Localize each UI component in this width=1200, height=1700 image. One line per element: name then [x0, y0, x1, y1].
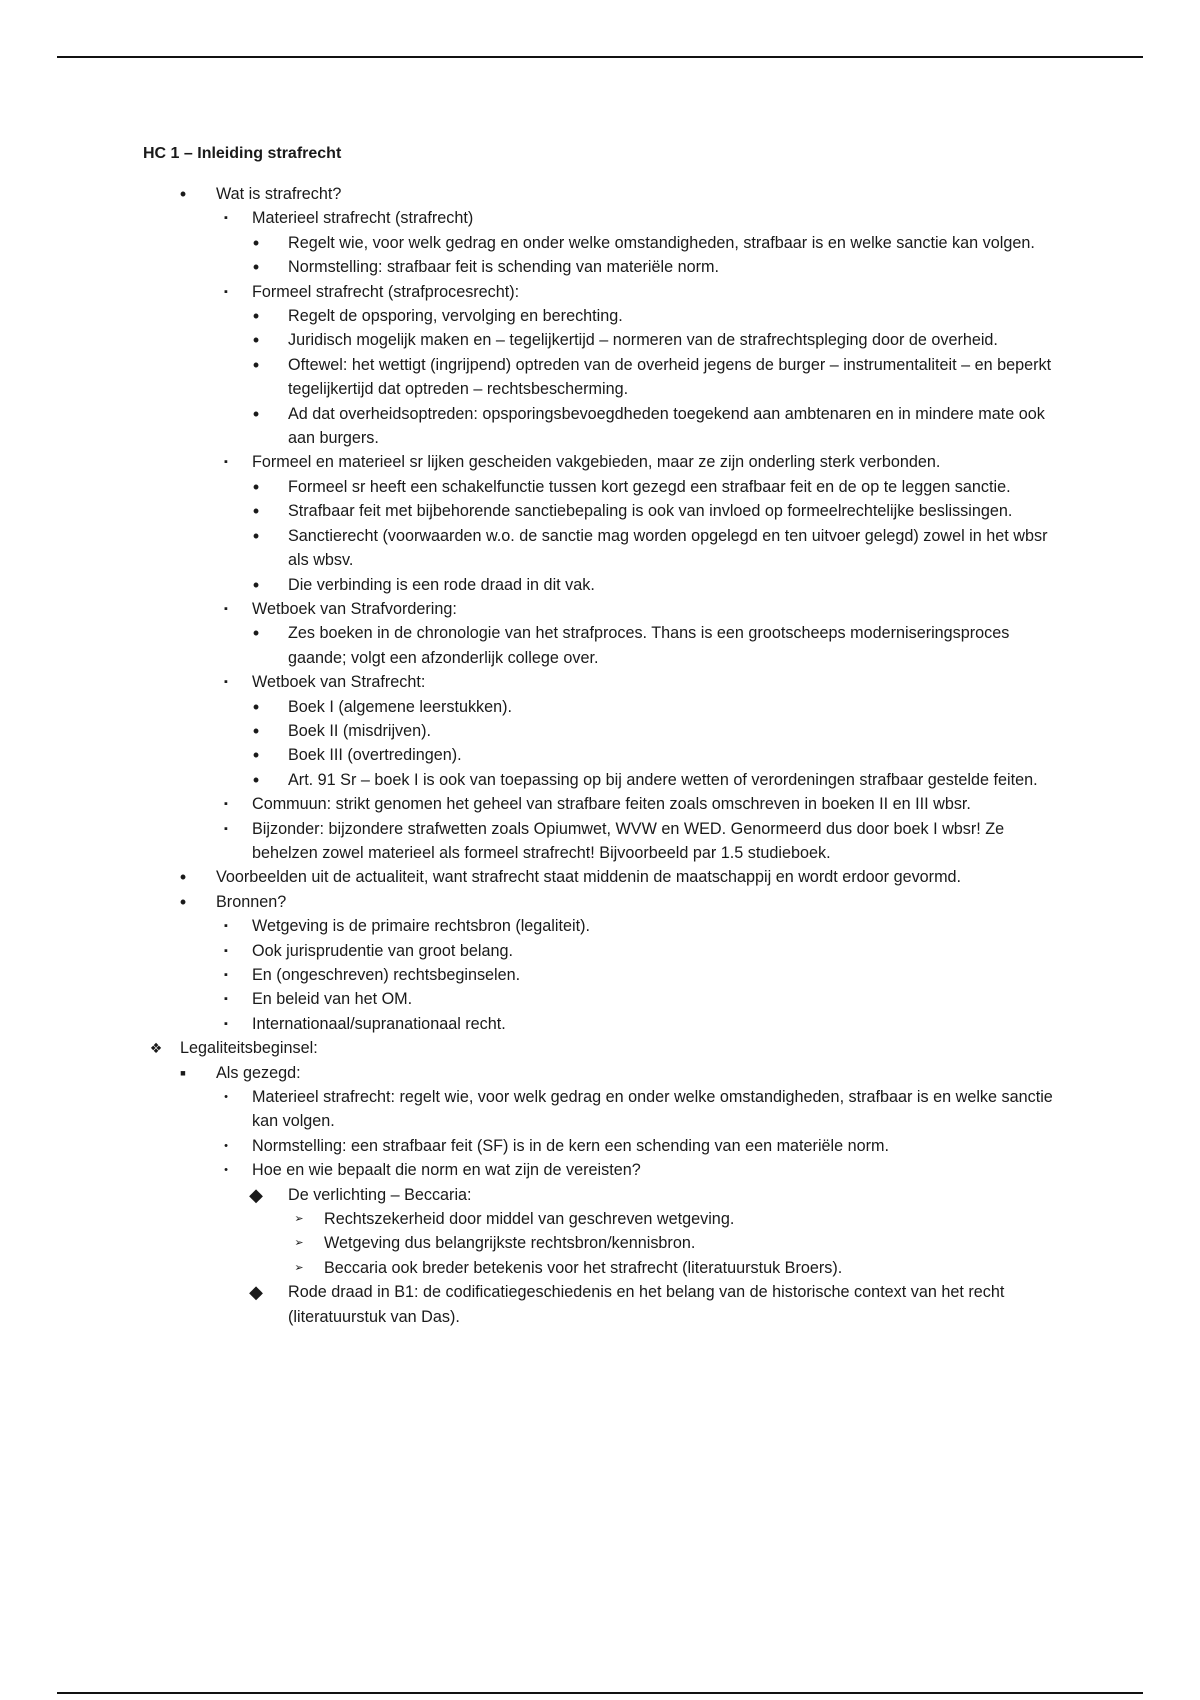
bullet-icon: •: [252, 403, 260, 424]
list-item-text: Art. 91 Sr – boek I is ook van toepassing op bij andere wetten of verordeningen strafbaar gestelde feiten.: [288, 770, 1038, 789]
bullet-icon: •: [252, 574, 260, 595]
list-item: [0, 328, 1060, 352]
bullet-icon: •: [252, 745, 260, 766]
bullet-icon: •: [252, 330, 260, 351]
list-item: [0, 1134, 1060, 1158]
list-item: [0, 1061, 1060, 1085]
list-item: [0, 402, 1060, 451]
bullet-icon: •: [252, 257, 260, 278]
list-item: [0, 939, 1060, 963]
bullet-icon: •: [224, 1091, 228, 1104]
list-item-text: Ad dat overheidsoptreden: opsporingsbevoegdheden toegekend aan ambtenaren en in mindere mate ook aan burgers.: [288, 404, 1045, 448]
bullet-icon: ➢: [294, 1261, 304, 1274]
bullet-icon: •: [252, 232, 260, 253]
bullet-icon: ▪: [224, 602, 228, 615]
list-item: [0, 1036, 1060, 1060]
list-item-text: Materieel strafrecht (strafrecht): [252, 209, 474, 228]
bullet-icon: ▪: [224, 1017, 228, 1030]
list-item: [0, 914, 1060, 938]
list-item-text: Die verbinding is een rode draad in dit vak.: [288, 575, 595, 594]
list-item-text: Materieel strafrecht: regelt wie, voor welk gedrag en onder welke omstandigheden, strafbaar is en welke sanctie kan volgen.: [252, 1088, 1053, 1131]
list-item: [0, 792, 1060, 816]
list-item-text: Wetgeving dus belangrijkste rechtsbron/kennisbron.: [324, 1234, 696, 1253]
list-item-text: Formeel sr heeft een schakelfunctie tussen kort gezegd een strafbaar feit en de op te leggen sanctie.: [288, 477, 1011, 496]
list-item: [0, 1085, 1060, 1134]
bullet-icon: •: [252, 306, 260, 327]
list-item: [0, 353, 1060, 402]
bullet-icon: ◆: [249, 1184, 263, 1205]
list-item-text: Legaliteitsbeginsel:: [180, 1039, 318, 1058]
header-rule: [57, 56, 1143, 58]
list-item: [0, 621, 1060, 670]
list-item: [0, 475, 1060, 499]
list-item-text: Regelt wie, voor welk gedrag en onder welke omstandigheden, strafbaar is en welke sanctie kan volgen.: [288, 233, 1035, 252]
bullet-icon: ▪: [224, 676, 228, 689]
list-item-text: Bronnen?: [216, 892, 287, 911]
list-item: [0, 743, 1060, 767]
list-item: [0, 450, 1060, 474]
bullet-icon: ➢: [294, 1213, 304, 1226]
list-item: [0, 304, 1060, 328]
bullet-icon: •: [252, 769, 260, 790]
bullet-icon: ▪: [224, 822, 228, 835]
bullet-icon: •: [179, 867, 187, 888]
list-item-text: Internationaal/supranationaal recht.: [252, 1014, 506, 1033]
list-item-text: Boek III (overtredingen).: [288, 746, 462, 765]
list-item-text: Bijzonder: bijzondere strafwetten zoals Opiumwet, WVW en WED. Genormeerd dus door boek I wbsr! Ze behelzen zowel materieel als formeel strafrecht! Bijvoorbeeld par 1.5 studieboek.: [252, 819, 1005, 862]
list-item: [0, 768, 1060, 792]
bullet-icon: •: [179, 184, 187, 204]
outline-list: [0, 182, 1200, 1329]
list-item-text: Boek II (misdrijven).: [288, 721, 432, 740]
list-item: [0, 695, 1060, 719]
list-item-text: Oftewel: het wettigt (ingrijpend) optreden van de overheid jegens de burger – instrumentaliteit – en beperkt tegelijkertijd dat optreden – rechtsbescherming.: [288, 355, 1052, 399]
list-item-text: Rode draad in B1: de codificatiegeschiedenis en het belang van de historische context van het recht (literatuurstuk van Das).: [288, 1283, 1005, 1326]
bullet-icon: •: [252, 476, 260, 497]
list-item: [0, 817, 1060, 866]
list-item: [0, 1231, 1060, 1255]
list-item: [0, 1280, 1060, 1329]
bullet-icon: ▪: [224, 798, 228, 811]
bullet-icon: •: [179, 891, 187, 912]
bullet-icon: •: [252, 354, 260, 375]
list-item: [0, 1183, 1060, 1207]
bullet-icon: •: [252, 623, 260, 644]
list-item-text: Formeel strafrecht (strafprocesrecht):: [252, 282, 520, 301]
list-item: [0, 597, 1060, 621]
bullet-icon: ▪: [179, 1062, 187, 1083]
bullet-icon: ▪: [224, 456, 228, 469]
list-item: [0, 280, 1060, 304]
list-item: [0, 1207, 1060, 1231]
list-item: [0, 255, 1060, 279]
bullet-icon: ◆: [249, 1282, 263, 1303]
list-item-text: En beleid van het OM.: [252, 990, 413, 1009]
list-item-text: Sanctierecht (voorwaarden w.o. de sanctie mag worden opgelegd en ten uitvoer gelegd) zowel in het wbsr als wbsv.: [288, 526, 1048, 570]
list-item: [0, 231, 1060, 255]
page-title: HC 1 – Inleiding strafrecht: [143, 145, 342, 162]
list-item: [0, 865, 1060, 889]
list-item-text: Formeel en materieel sr lijken gescheiden vakgebieden, maar ze zijn onderling sterk verbonden.: [252, 453, 941, 472]
bullet-icon: ▪: [224, 212, 228, 225]
list-item-text: Juridisch mogelijk maken en – tegelijkertijd – normeren van de strafrechtspleging door de overheid.: [288, 331, 998, 350]
list-item-text: Commuun: strikt genomen het geheel van strafbare feiten zoals omschreven in boeken II en III wbsr.: [252, 795, 971, 814]
list-item: [0, 499, 1060, 523]
bullet-icon: ➢: [294, 1237, 304, 1250]
list-item: [0, 206, 1060, 230]
list-item: [0, 182, 1060, 206]
list-item: [0, 719, 1060, 743]
bullet-icon: ▪: [224, 285, 228, 298]
list-item-text: Wetboek van Strafvordering:: [252, 599, 457, 618]
list-item-text: Voorbeelden uit de actualiteit, want strafrecht staat middenin de maatschappij en wordt erdoor gevormd.: [216, 868, 962, 887]
list-item-text: Ook jurisprudentie van groot belang.: [252, 941, 513, 960]
list-item: [0, 1012, 1060, 1036]
list-item: [0, 573, 1060, 597]
list-item: [0, 987, 1060, 1011]
bullet-icon: •: [252, 696, 260, 717]
list-item-text: En (ongeschreven) rechtsbeginselen.: [252, 966, 521, 984]
bullet-icon: •: [252, 525, 260, 546]
footer-rule: [57, 1692, 1143, 1694]
bullet-icon: ▪: [224, 920, 228, 933]
bullet-icon: •: [252, 501, 260, 522]
list-item: [0, 670, 1060, 694]
list-item-text: Hoe en wie bepaalt die norm en wat zijn de vereisten?: [252, 1161, 641, 1180]
list-item-text: Als gezegd:: [216, 1063, 301, 1082]
list-item-text: Normstelling: een strafbaar feit (SF) is in de kern een schending van een materiële norm.: [252, 1136, 890, 1155]
bullet-icon: ❖: [149, 1040, 163, 1057]
list-item-text: Zes boeken in de chronologie van het strafproces. Thans is een grootscheeps moderniseringsproces gaande; volgt een afzonderlijk college over.: [288, 624, 1010, 667]
list-item-text: Wetboek van Strafrecht:: [252, 673, 426, 692]
list-item-text: Wetgeving is de primaire rechtsbron (legaliteit).: [252, 917, 590, 936]
list-item-text: Boek I (algemene leerstukken).: [288, 697, 513, 716]
list-item: [0, 1256, 1060, 1280]
bullet-icon: ▪: [224, 944, 228, 957]
list-item-text: Normstelling: strafbaar feit is schending van materiële norm.: [288, 258, 719, 277]
bullet-icon: •: [252, 720, 260, 741]
list-item-text: De verlichting – Beccaria:: [288, 1185, 472, 1204]
bullet-icon: •: [224, 1164, 228, 1177]
bullet-icon: ▪: [224, 993, 228, 1006]
list-item: [0, 963, 1060, 987]
list-item: [0, 890, 1060, 914]
bullet-icon: ▪: [224, 969, 228, 981]
list-item-text: Rechtszekerheid door middel van geschreven wetgeving.: [324, 1210, 735, 1229]
list-item: [0, 1158, 1060, 1182]
list-item-text: Strafbaar feit met bijbehorende sanctiebepaling is ook van invloed op formeelrechtelijke beslissingen.: [288, 502, 1013, 521]
bullet-icon: •: [224, 1139, 228, 1152]
list-item-text: Wat is strafrecht?: [216, 185, 342, 203]
list-item-text: Regelt de opsporing, vervolging en berechting.: [288, 307, 623, 326]
list-item: [0, 524, 1060, 573]
list-item-text: Beccaria ook breder betekenis voor het strafrecht (literatuurstuk Broers).: [324, 1258, 843, 1277]
